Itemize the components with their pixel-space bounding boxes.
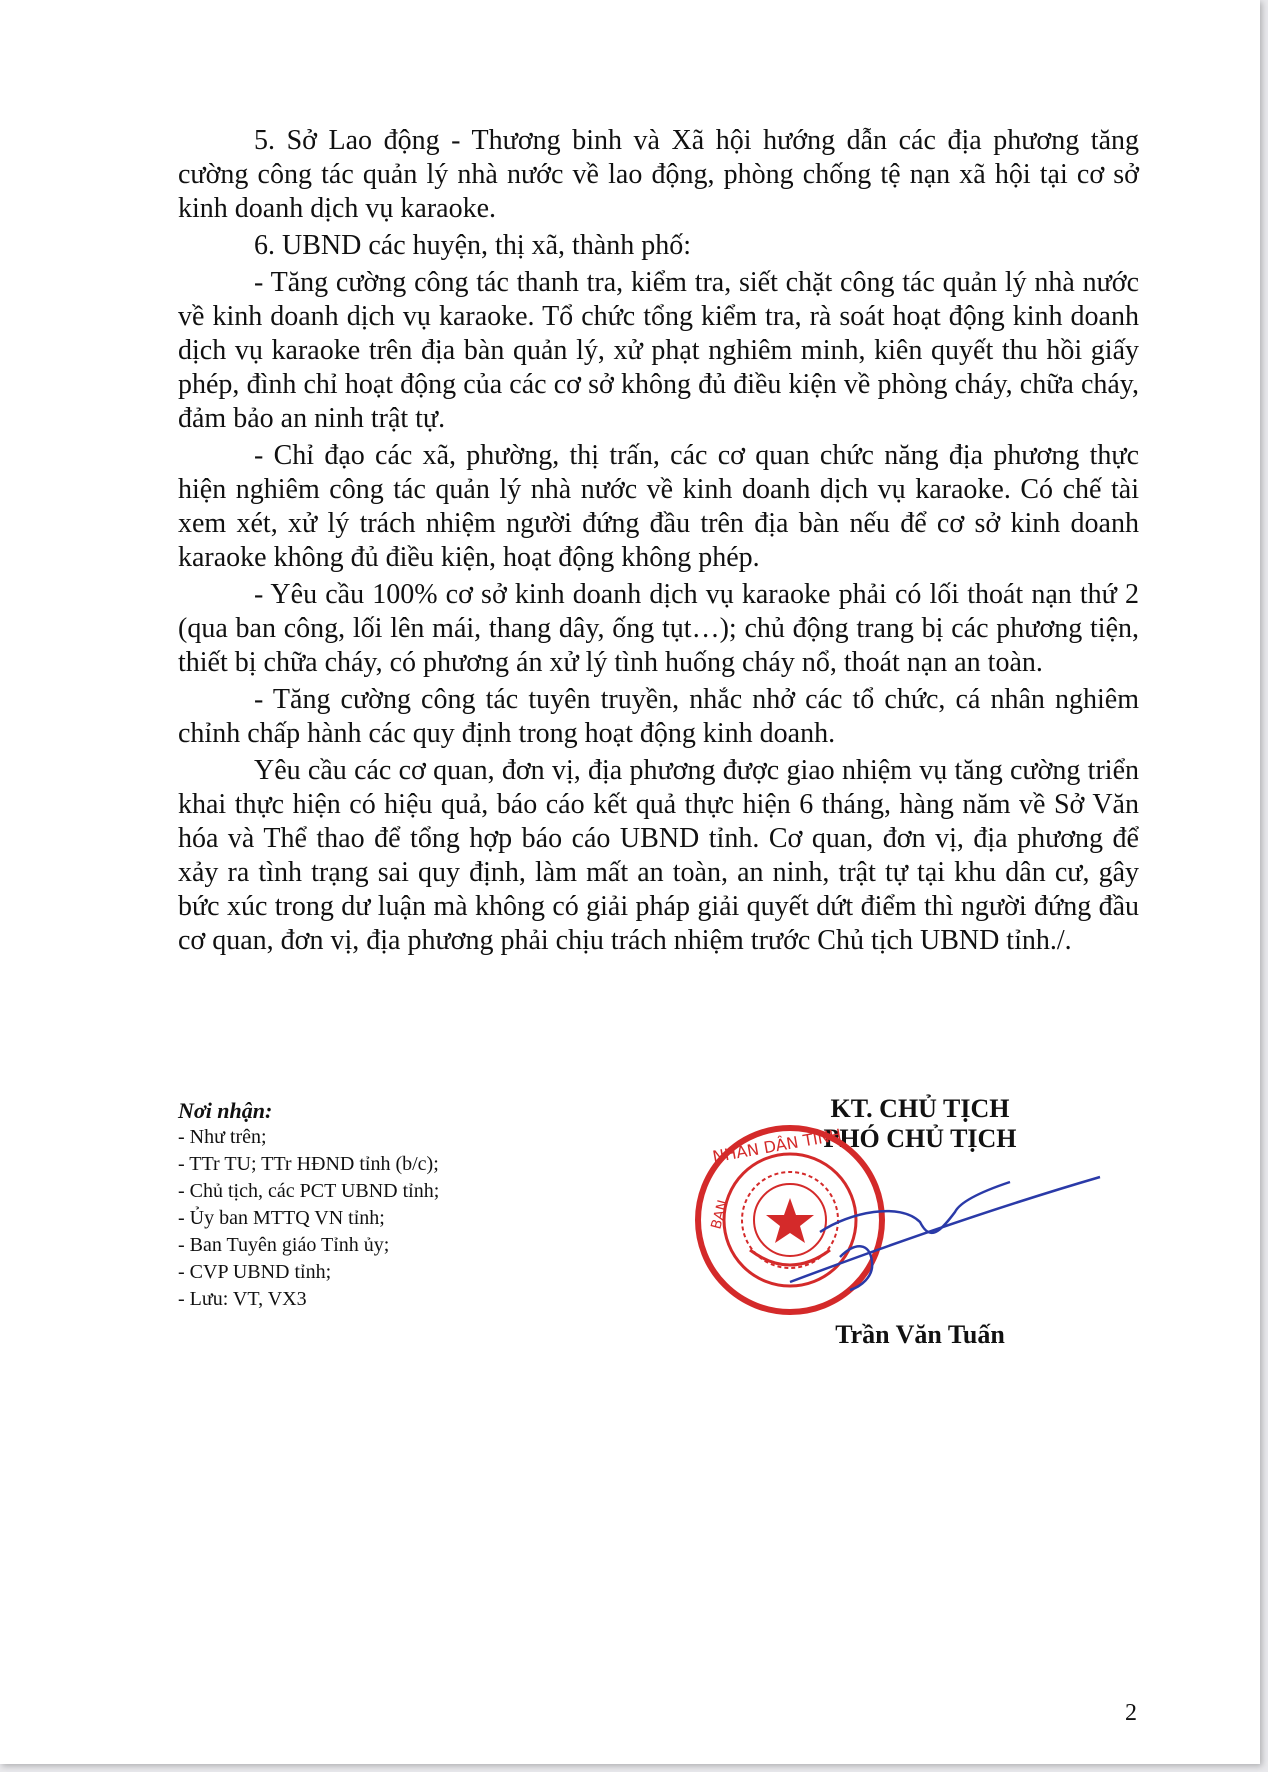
list-item: - Chủ tịch, các PCT UBND tỉnh; <box>178 1180 440 1202</box>
paragraph-fire-escape: - Yêu cầu 100% cơ sở kinh doanh dịch vụ karaoke phải có lối thoát nạn thứ 2 (qua ban công, lối lên mái, thang dây, ống tụt…); chủ động trang bị các phương tiện, thiết bị chữa cháy, có phương án xử lý tình huống cháy nổ, thoát nạn an toàn. <box>178 579 1139 678</box>
list-item: - Như trên; <box>178 1126 267 1148</box>
paragraph-inspection: - Tăng cường công tác thanh tra, kiểm tra, siết chặt công tác quản lý nhà nước về kinh doanh dịch vụ karaoke. Tổ chức tổng kiểm tra, rà soát hoạt động kinh doanh dịch vụ karaoke trên địa bàn quản lý, xử phạt nghiêm minh, kiên quyết thu hồi giấy phép, đình chỉ hoạt động của các cơ sở không đủ điều kiện về phòng cháy, chữa cháy, đảm bảo an ninh trật tự. <box>178 267 1139 434</box>
handwritten-signature <box>780 1172 1110 1302</box>
signature-block <box>690 1092 1150 1352</box>
paragraph-direction: - Chỉ đạo các xã, phường, thị trấn, các cơ quan chức năng địa phương thực hiện nghiêm công tác quản lý nhà nước về kinh doanh dịch vụ karaoke. Có chế tài xem xét, xử lý trách nhiệm người đứng đầu trên địa bàn nếu để cơ sở kinh doanh karaoke không đủ điều kiện, hoạt động không phép. <box>178 440 1139 573</box>
paragraph-item-6: 6. UBND các huyện, thị xã, thành phố: <box>254 230 692 261</box>
page-number: 2 <box>1125 1700 1137 1726</box>
paragraph-propaganda: - Tăng cường công tác tuyên truyền, nhắc nhở các tổ chức, cá nhân nghiêm chỉnh chấp hành các quy định trong hoạt động kinh doanh. <box>178 684 1139 749</box>
svg-text:BAN: BAN <box>708 1198 732 1232</box>
recipients-label: Nơi nhận: <box>178 1098 273 1123</box>
list-item: - Ủy ban MTTQ VN tỉnh; <box>178 1207 385 1229</box>
svg-text:NHÂN DÂN TỈNH: NHÂN DÂN TỈNH <box>710 1124 843 1167</box>
signature-title-2: PHÓ CHỦ TỊCH <box>823 1124 1017 1153</box>
list-item: - TTr TU; TTr HĐND tỉnh (b/c); <box>178 1153 439 1175</box>
paragraph-request: Yêu cầu các cơ quan, đơn vị, địa phương được giao nhiệm vụ tăng cường triển khai thực hiện có hiệu quả, báo cáo kết quả thực hiện 6 tháng, hàng năm về Sở Văn hóa và Thể thao để tổng hợp báo cáo UBND tỉnh. Cơ quan, đơn vị, địa phương để xảy ra tình trạng sai quy định, làm mất an toàn, an ninh, trật tự tại khu dân cư, gây bức xúc trong dư luận mà không có giải pháp giải quyết dứt điểm thì người đứng đầu cơ quan, đơn vị, địa phương phải chịu trách nhiệm trước Chủ tịch UBND tỉnh./. <box>178 755 1139 956</box>
list-item: - Ban Tuyên giáo Tỉnh ủy; <box>178 1234 390 1256</box>
signature-title-1: KT. CHỦ TỊCH <box>830 1094 1010 1123</box>
paragraph-item-5: 5. Sở Lao động - Thương binh và Xã hội hướng dẫn các địa phương tăng cường công tác quản lý nhà nước về lao động, phòng chống tệ nạn xã hội tại cơ sở kinh doanh dịch vụ karaoke. <box>178 125 1139 224</box>
recipients-list <box>178 1124 598 1313</box>
signer-name: Trần Văn Tuấn <box>835 1320 1005 1349</box>
document-body <box>178 124 1139 961</box>
list-item: - Lưu: VT, VX3 <box>178 1288 307 1310</box>
list-item: - CVP UBND tỉnh; <box>178 1261 332 1283</box>
recipients-block <box>178 1097 598 1313</box>
